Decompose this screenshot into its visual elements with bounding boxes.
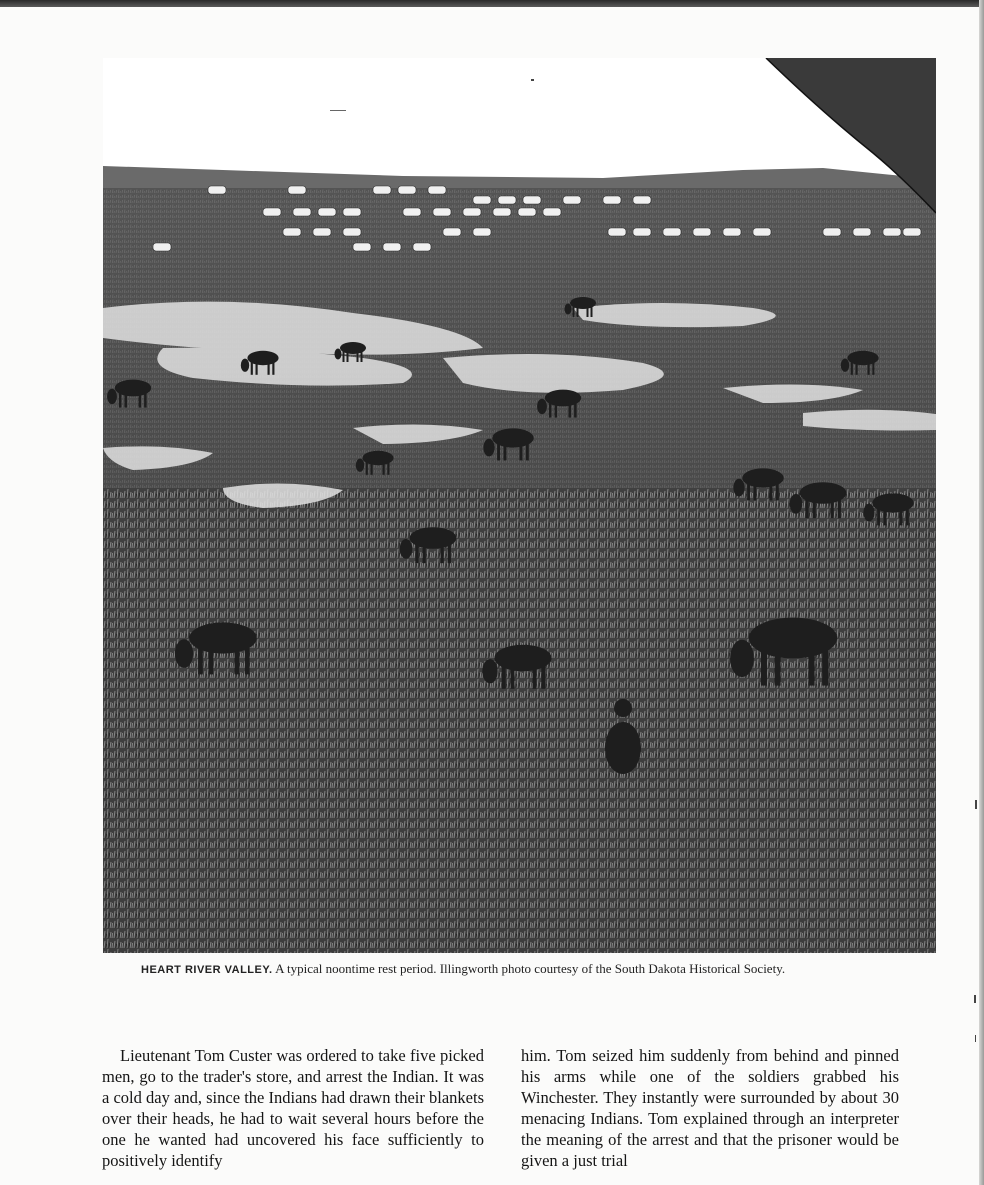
covered-wagon xyxy=(603,196,621,204)
covered-wagon xyxy=(443,228,461,236)
covered-wagon xyxy=(753,228,771,236)
covered-wagon xyxy=(693,228,711,236)
covered-wagon xyxy=(293,208,311,216)
left-paragraph: Lieutenant Tom Custer was ordered to take five picked men, go to the trader's store, and arrest the Indian. It was a cold day and, since the Indians had drawn their blankets over their heads, he had to wait several hours before the one he wanted had uncovered his face sufficiently to positively identify xyxy=(102,1046,484,1170)
covered-wagon xyxy=(283,228,301,236)
covered-wagon xyxy=(343,208,361,216)
photo-caption xyxy=(141,961,871,978)
covered-wagon xyxy=(633,196,651,204)
covered-wagon xyxy=(433,208,451,216)
covered-wagon xyxy=(343,228,361,236)
covered-wagon xyxy=(563,196,581,204)
heart-river-valley-photo xyxy=(103,58,936,953)
speck xyxy=(330,110,346,111)
covered-wagon xyxy=(543,208,561,216)
caption-lead: HEART RIVER VALLEY. xyxy=(141,964,273,976)
speck xyxy=(531,79,534,81)
speck xyxy=(975,800,977,809)
covered-wagon xyxy=(498,196,516,204)
covered-wagon xyxy=(523,196,541,204)
covered-wagon xyxy=(318,208,336,216)
covered-wagon xyxy=(313,228,331,236)
covered-wagon xyxy=(413,243,431,251)
covered-wagon xyxy=(208,186,226,194)
caption-text: A typical noontime rest period. Illingworth photo courtesy of the South Dakota Historical Society. xyxy=(272,961,786,976)
right-paragraph: him. Tom seized him suddenly from behind and pinned his arms while one of the soldiers grabbed his Winchester. They instantly were surrounded by about 30 menacing Indians. Tom explained through an interpreter the meaning of the arrest and that the prisoner would be given a just trial xyxy=(521,1046,899,1170)
covered-wagon xyxy=(353,243,371,251)
page-right-edge xyxy=(979,0,984,1185)
covered-wagon xyxy=(373,186,391,194)
covered-wagon xyxy=(633,228,651,236)
covered-wagon xyxy=(398,186,416,194)
covered-wagon xyxy=(463,208,481,216)
body-column-right xyxy=(521,1045,899,1171)
covered-wagon xyxy=(473,228,491,236)
covered-wagon xyxy=(428,186,446,194)
covered-wagon xyxy=(383,243,401,251)
covered-wagon xyxy=(288,186,306,194)
covered-wagon xyxy=(823,228,841,236)
covered-wagon xyxy=(263,208,281,216)
top-edge-rule xyxy=(0,0,984,7)
covered-wagon xyxy=(608,228,626,236)
covered-wagon xyxy=(473,196,491,204)
covered-wagon xyxy=(493,208,511,216)
covered-wagon xyxy=(883,228,901,236)
covered-wagon xyxy=(853,228,871,236)
covered-wagon xyxy=(723,228,741,236)
speck xyxy=(975,1035,976,1042)
body-column-left xyxy=(102,1045,484,1171)
covered-wagon xyxy=(663,228,681,236)
covered-wagon xyxy=(403,208,421,216)
covered-wagon xyxy=(518,208,536,216)
covered-wagon xyxy=(903,228,921,236)
speck xyxy=(974,995,976,1003)
covered-wagon xyxy=(153,243,171,251)
